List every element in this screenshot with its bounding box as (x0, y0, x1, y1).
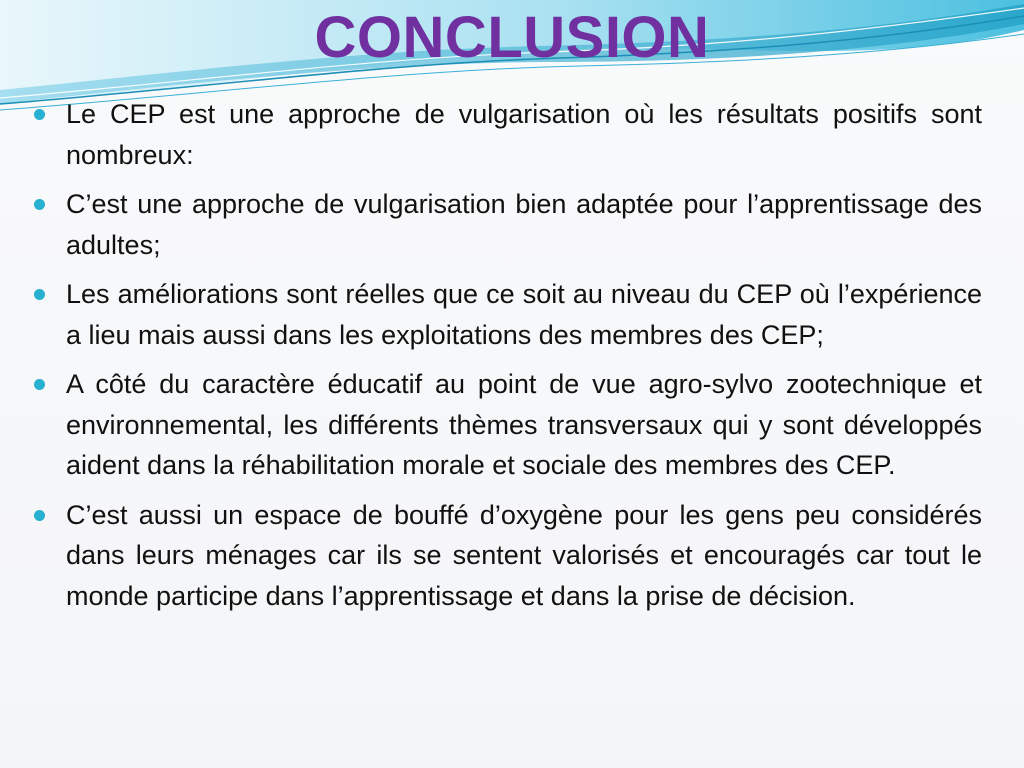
bullet-item (32, 495, 982, 617)
bullet-text: C’est aussi un espace de bouffé d’oxygène pour les gens peu considérés dans leurs ménages car ils se sentent valorisés et encouragés car tout le monde participe dans l’apprentissage et dans la prise de décision. (66, 499, 982, 611)
bullet-item (32, 364, 982, 486)
bullet-item (32, 94, 982, 175)
round-bullet-icon (34, 109, 45, 120)
bullet-item (32, 184, 982, 265)
bullet-list (32, 94, 982, 625)
round-bullet-icon (34, 379, 45, 390)
bullet-text: C’est une approche de vulgarisation bien adaptée pour l’apprentissage des adultes; (66, 189, 982, 260)
bullet-text: Le CEP est une approche de vulgarisation où les résultats positifs sont nombreux: (66, 99, 982, 170)
slide-title: CONCLUSION (314, 5, 710, 70)
round-bullet-icon (34, 289, 45, 300)
round-bullet-icon (34, 199, 45, 210)
bullet-text: A côté du caractère éducatif au point de vue agro-sylvo zootechnique et environnemental, les différents thèmes transversaux qui y sont développés aident dans la réhabilitation morale et sociale des membres des CEP. (66, 369, 982, 480)
round-bullet-icon (34, 510, 45, 521)
bullet-item (32, 274, 982, 355)
bullet-text: Les améliorations sont réelles que ce soit au niveau du CEP où l’expérience a lieu mais aussi dans les exploitations des membres des CEP; (66, 279, 982, 350)
